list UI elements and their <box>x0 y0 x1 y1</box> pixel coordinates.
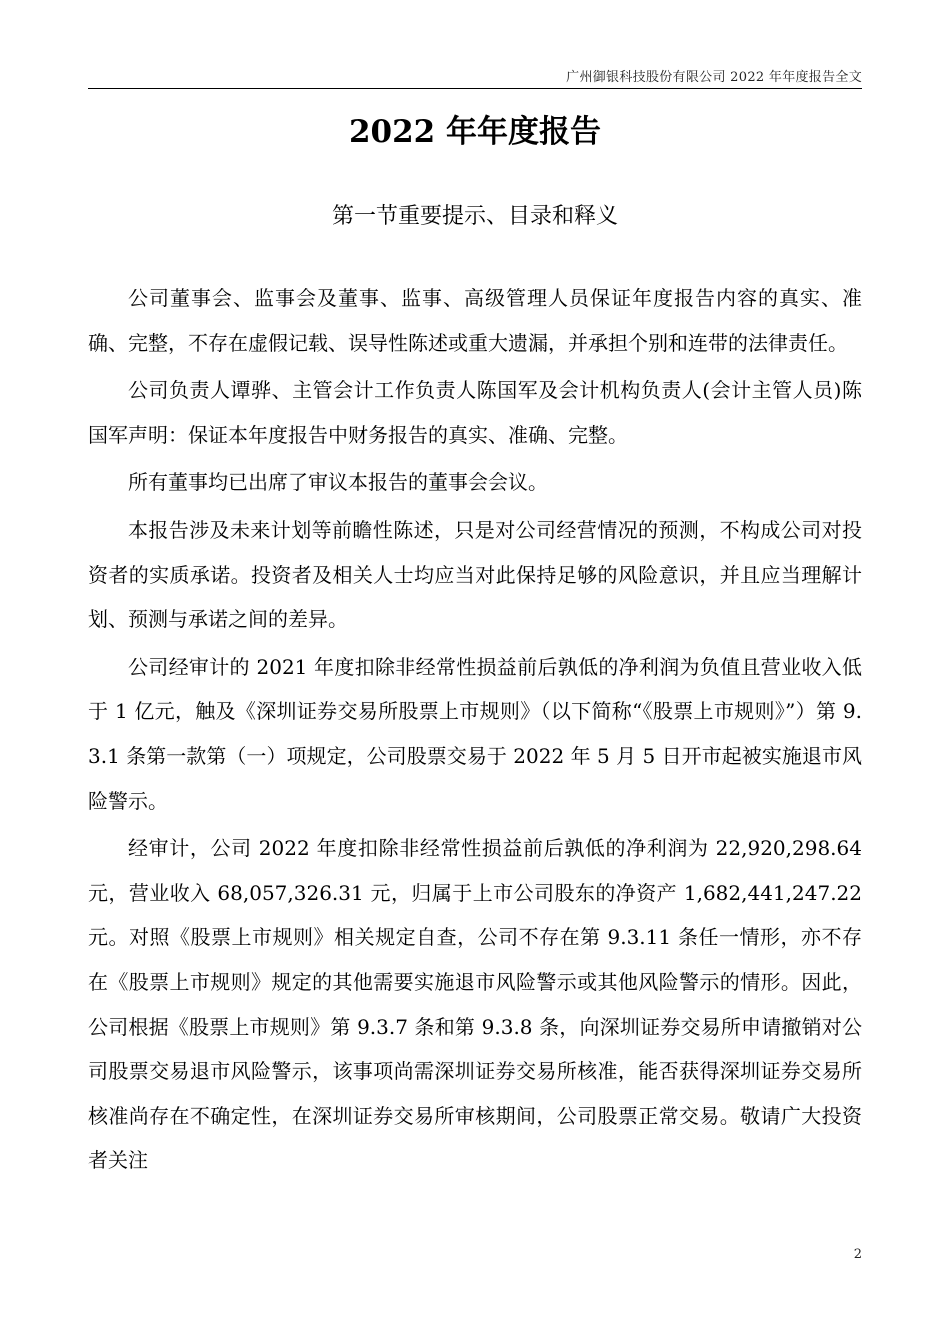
running-header: 广州御银科技股份有限公司 2022 年年度报告全文 <box>566 70 862 85</box>
header-divider <box>88 88 862 89</box>
body-text <box>88 276 862 1183</box>
paragraph-forward-looking: 本报告涉及未来计划等前瞻性陈述，只是对公司经营情况的预测，不构成公司对投资者的实质承诺。投资者及相关人士均应当对此保持足够的风险意识，并且应当理解计划、预测与承诺之间的差异。 <box>88 517 862 632</box>
page-number: 2 <box>853 1247 862 1262</box>
paragraph-delisting-risk-warning: 公司经审计的 2021 年度扣除非经常性损益前后孰低的净利润为负值且营业收入低于 1 亿元，触及《深圳证券交易所股票上市规则》（以下简称“《股票上市规则》”）第 9.3.1 条第一款第（一）项规定，公司股票交易于 2022 年 5 月 5 日开市起被实施退市风险警示。 <box>88 654 862 813</box>
paragraph-directors-attendance: 所有董事均已出席了审议本报告的董事会会议。 <box>128 470 548 495</box>
section-title: 第一节重要提示、目录和释义 <box>331 204 618 229</box>
paragraph-responsible-persons: 公司负责人谭骅、主管会计工作负责人陈国军及会计机构负责人(会计主管人员)陈国军声明：保证本年度报告中财务报告的真实、准确、完整。 <box>88 378 862 447</box>
paragraph-audit-results: 经审计，公司 2022 年度扣除非经常性损益前后孰低的净利润为 22,920,298.64 元，营业收入 68,057,326.31 元，归属于上市公司股东的净资产 1,682,441,247.22 元。对照《股票上市规则》相关规定自查，公司不存在第 9.3.11 条任一情形，亦不存在《股票上市规则》规定的其他需要实施退市风险警示或其他风险警示的情形。因此，公司根据《股票上市规则》第 9.3.7 条和第 9.3.8 条，向深圳证券交易所申请撤销对公司股票交易退市风险警示，该事项尚需深圳证券交易所核准，能否获得深圳证券交易所核准尚存在不确定性，在深圳证券交易所审核期间，公司股票正常交易。敬请广大投资者关注 <box>88 836 862 1173</box>
document-title: 2022 年年度报告 <box>348 114 602 150</box>
paragraph-board-guarantee: 公司董事会、监事会及董事、监事、高级管理人员保证年度报告内容的真实、准确、完整，不存在虚假记载、误导性陈述或重大遗漏，并承担个别和连带的法律责任。 <box>88 286 862 355</box>
